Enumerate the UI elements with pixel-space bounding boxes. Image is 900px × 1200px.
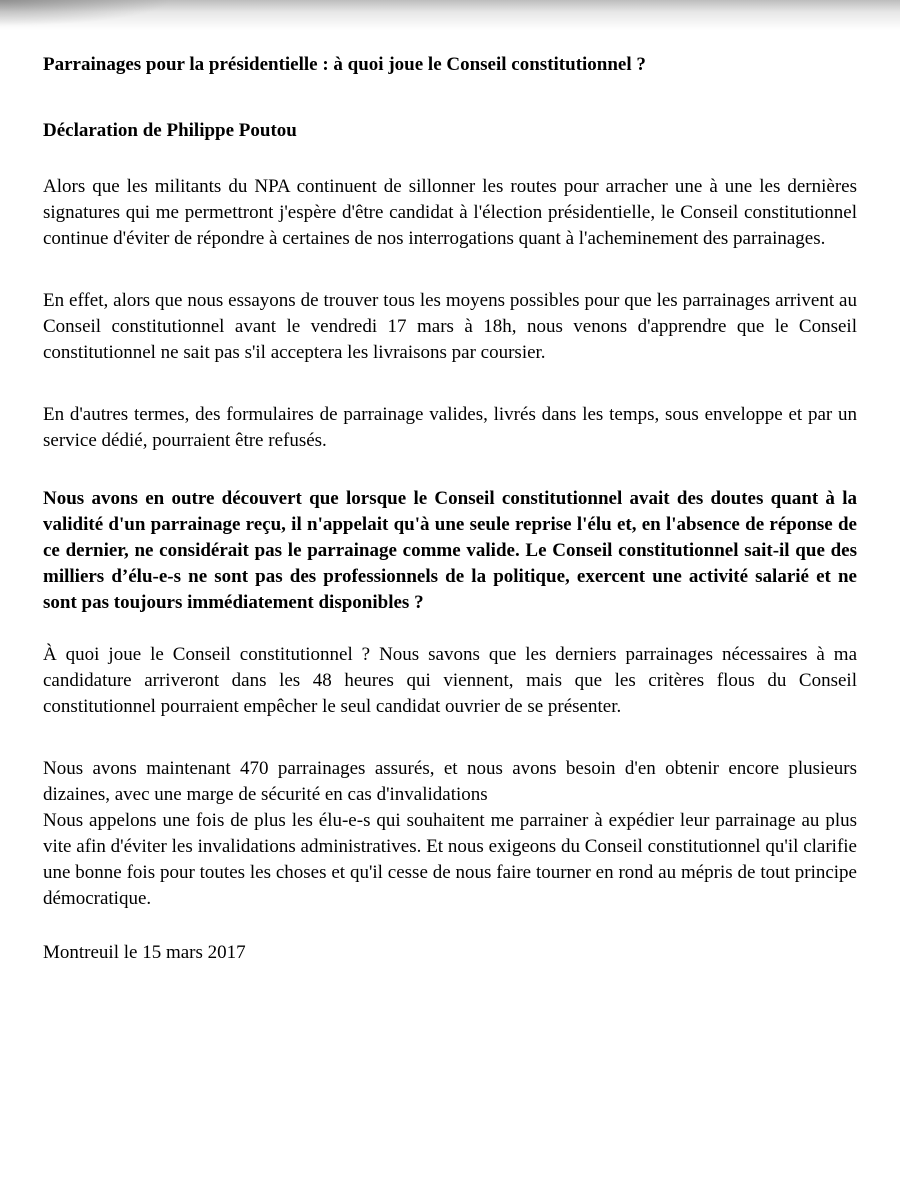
paragraph-6: Nous avons maintenant 470 parrainages assurés, et nous avons besoin d'en obtenir encore plusieurs dizaines, avec une marge de sécurité en cas d'invalidations	[43, 758, 857, 805]
top-edge-shadow	[0, 0, 900, 30]
dateline: Montreuil le 15 mars 2017	[43, 942, 246, 963]
paragraph-4-bold: Nous avons en outre découvert que lorsque le Conseil constitutionnel avait des doutes quant à la validité d'un parrainage reçu, il n'appelait qu'à une seule reprise l'élu et, en l'absence de réponse de ce dernier, ne considérait pas le parrainage comme valide. Le Conseil constitutionnel sait-il que des milliers d’élu-e-s ne sont pas des professionnels de la politique, exercent une activité salarié et ne sont pas toujours immédiatement disponibles ?	[43, 488, 857, 613]
paragraph-5: À quoi joue le Conseil constitutionnel ? Nous savons que les derniers parrainages nécessaires à ma candidature arriveront dans les 48 heures qui viennent, mais que les critères flous du Conseil constitutionnel pourraient empêcher le seul candidat ouvrier de se présenter.	[43, 644, 857, 717]
top-left-corner-shadow	[0, 0, 170, 26]
paragraph-2: En effet, alors que nous essayons de trouver tous les moyens possibles pour que les parrainages arrivent au Conseil constitutionnel avant le vendredi 17 mars à 18h, nous venons d'apprendre que le Conseil constitutionnel ne sait pas s'il acceptera les livraisons par coursier.	[43, 290, 857, 363]
document-subtitle: Déclaration de Philippe Poutou	[43, 120, 297, 141]
paragraph-3: En d'autres termes, des formulaires de parrainage valides, livrés dans les temps, sous enveloppe et par un service dédié, pourraient être refusés.	[43, 404, 857, 451]
document-title: Parrainages pour la présidentielle : à quoi joue le Conseil constitutionnel ?	[43, 54, 646, 75]
paragraph-7: Nous appelons une fois de plus les élu-e-s qui souhaitent me parrainer à expédier leur parrainage au plus vite afin d'éviter les invalidations administratives. Et nous exigeons du Conseil constitutionnel qu'il clarifie une bonne fois pour toutes les choses et qu'il cesse de nous faire tourner en rond au mépris de tout principe démocratique.	[43, 810, 857, 909]
document-body	[43, 52, 857, 966]
paragraph-1: Alors que les militants du NPA continuent de sillonner les routes pour arracher une à une les dernières signatures qui me permettront j'espère d'être candidat à l'élection présidentielle, le Conseil constitutionnel continue d'éviter de répondre à certaines de nos interrogations quant à l'acheminement des parrainages.	[43, 176, 857, 249]
